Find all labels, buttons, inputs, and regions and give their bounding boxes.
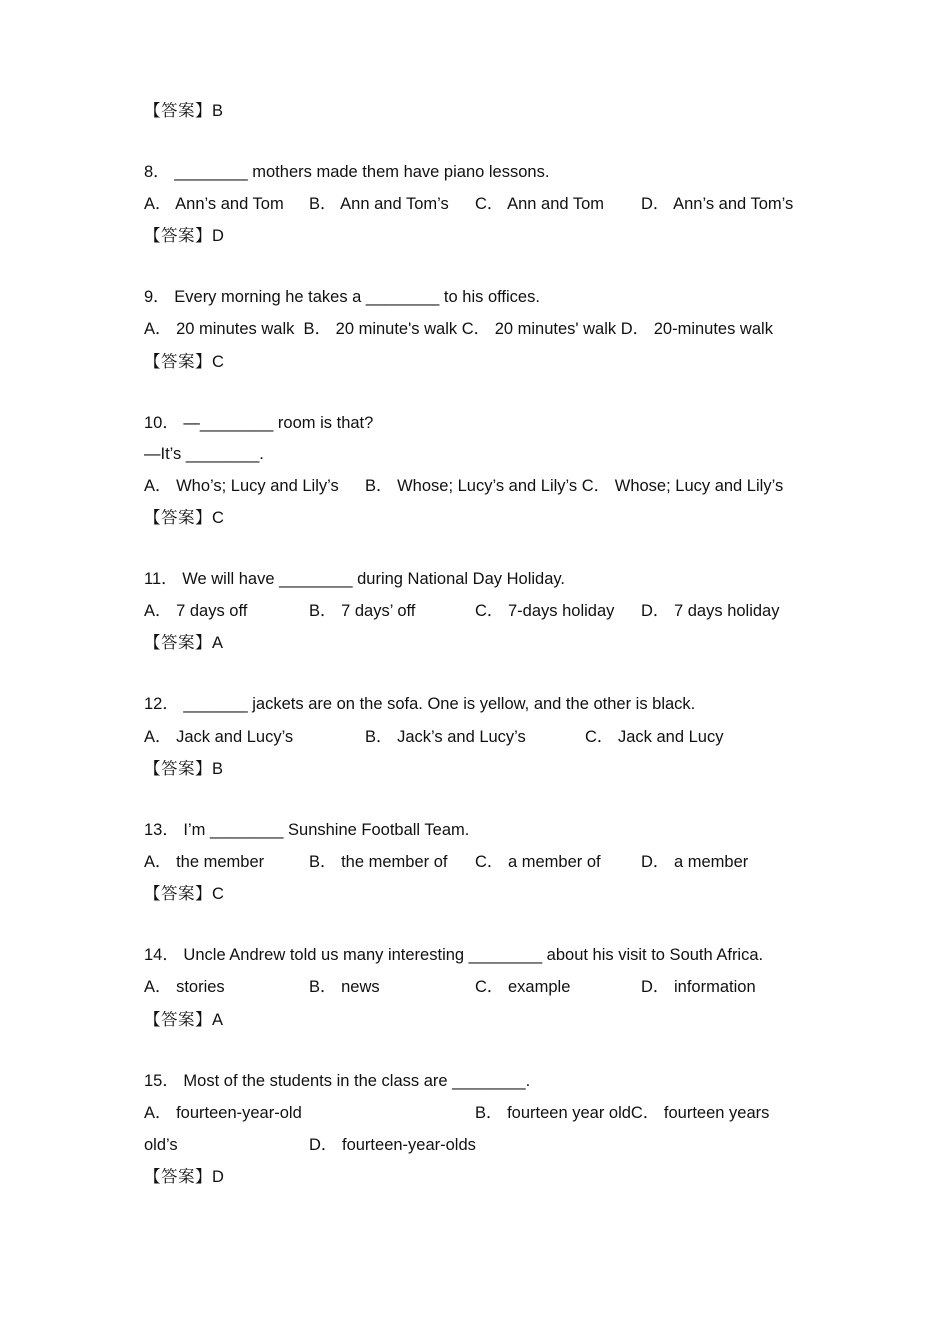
option-13d: D． a member <box>641 853 749 871</box>
question-12: 12． _______ jackets are on the sofa. One is yellow, and the other is black. <box>144 695 696 713</box>
option-12a: A． Jack and Lucy’s <box>144 728 294 746</box>
answer-12: 【答案】B <box>144 760 224 778</box>
question-10: 10． —________ room is that? <box>144 414 374 432</box>
option-11b: B． 7 days’ off <box>309 602 416 620</box>
answer-10: 【答案】C <box>144 509 225 527</box>
option-15c-continued: old’s <box>144 1136 178 1154</box>
option-12b: B． Jack’s and Lucy’s <box>365 728 526 746</box>
question-13: 13． I’m ________ Sunshine Football Team. <box>144 821 470 839</box>
option-8b: B． Ann and Tom’s <box>309 195 449 213</box>
option-13a: A． the member <box>144 853 265 871</box>
option-14b: B． news <box>309 978 380 996</box>
option-11d: D． 7 days holiday <box>641 602 780 620</box>
answer-14: 【答案】A <box>144 1011 224 1029</box>
option-15a: A． fourteen-year-old <box>144 1104 302 1122</box>
option-14c: C． example <box>475 978 571 996</box>
answer-9: 【答案】C <box>144 353 225 371</box>
answer-8: 【答案】D <box>144 227 225 245</box>
option-14a: A． stories <box>144 978 225 996</box>
question-11: 11． We will have ________ during National Day Holiday. <box>144 570 565 588</box>
option-11c: C． 7-days holiday <box>475 602 615 620</box>
option-8a: A． Ann’s and Tom <box>144 195 284 213</box>
option-14d: D． information <box>641 978 756 996</box>
answer-7: 【答案】B <box>144 102 224 120</box>
question-9: 9． Every morning he takes a ________ to his offices. <box>144 288 540 306</box>
options-10bc: B． Whose; Lucy’s and Lily’s C． Whose; Lucy and Lily’s <box>365 477 784 495</box>
question-15: 15． Most of the students in the class are ________. <box>144 1072 531 1090</box>
option-12c: C． Jack and Lucy <box>585 728 724 746</box>
question-14: 14． Uncle Andrew told us many interesting ________ about his visit to South Africa. <box>144 946 764 964</box>
options-15bc: B． fourteen year oldC． fourteen years <box>475 1104 770 1122</box>
option-13c: C． a member of <box>475 853 601 871</box>
answer-11: 【答案】A <box>144 634 224 652</box>
option-8c: C． Ann and Tom <box>475 195 605 213</box>
option-8d: D． Ann’s and Tom’s <box>641 195 794 213</box>
option-11a: A． 7 days off <box>144 602 248 620</box>
answer-13: 【答案】C <box>144 885 225 903</box>
answer-15: 【答案】D <box>144 1168 225 1186</box>
option-13b: B． the member of <box>309 853 448 871</box>
question-10-reply: —It’s ________. <box>144 445 264 463</box>
option-15d: D． fourteen-year-olds <box>309 1136 476 1154</box>
option-10a: A． Who’s; Lucy and Lily’s <box>144 477 339 495</box>
options-9: A． 20 minutes walk B． 20 minute's walk C． 20 minutes' walk D． 20-minutes walk <box>144 320 773 338</box>
question-8: 8． ________ mothers made them have piano lessons. <box>144 163 550 181</box>
